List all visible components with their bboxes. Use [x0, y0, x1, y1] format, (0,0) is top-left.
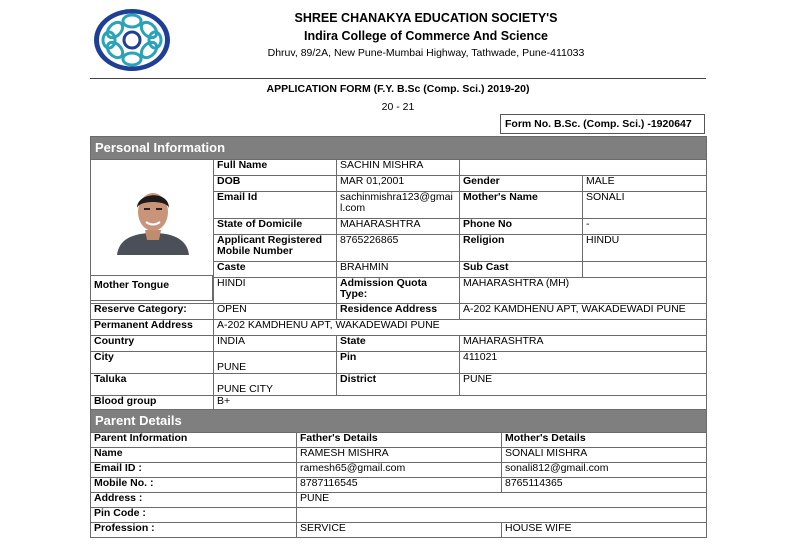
residence-value: A-202 KAMDHENU APT, WAKADEWADI PUNE [460, 304, 707, 320]
perm-address-label: Permanent Address [91, 320, 214, 336]
state-value: MAHARASHTRA [460, 336, 707, 352]
form-title: APPLICATION FORM (F.Y. B.Sc (Comp. Sci.) 2019-20) [266, 83, 530, 95]
parent-section-title: Parent Details [91, 410, 707, 433]
city-label: City [91, 352, 214, 374]
full-name-value: SACHIN MISHRA [337, 160, 460, 176]
parent-details-table [90, 409, 707, 538]
reserve-value: OPEN [214, 304, 337, 320]
father-email-value: ramesh65@gmail.com [297, 463, 502, 478]
residence-label: Residence Address [337, 304, 460, 320]
mobile-value: 8765226865 [337, 235, 460, 262]
pin-value: 411021 [460, 352, 707, 374]
dob-value: MAR 01,2001 [337, 176, 460, 192]
form-number: Form No. B.Sc. (Comp. Sci.) -1920647 [500, 114, 705, 134]
mother-details-header: Mother's Details [502, 433, 707, 448]
mobile-label: Applicant Registered Mobile Number [214, 235, 337, 262]
pin-label: Pin [337, 352, 460, 374]
parent-mobile-label: Mobile No. : [91, 478, 297, 493]
tongue-label: Mother Tongue [90, 275, 213, 301]
full-name-empty [460, 160, 707, 176]
dob-label: DOB [214, 176, 337, 192]
header-divider [90, 78, 706, 79]
state-label: State [337, 336, 460, 352]
personal-info-table [90, 136, 707, 412]
taluka-label: Taluka [91, 374, 214, 396]
country-label: Country [91, 336, 214, 352]
district-value: PUNE [460, 374, 707, 396]
father-details-header: Father's Details [297, 433, 502, 448]
parent-pincode-label: Pin Code : [91, 508, 297, 523]
college-address: Dhruv, 89/2A, New Pune-Mumbai Highway, Tathwade, Pune-411033 [267, 47, 585, 59]
city-value: PUNE [214, 352, 337, 374]
mother-fullname-value: SONALI MISHRA [502, 448, 707, 463]
taluka-value: PUNE CITY [214, 374, 337, 396]
email-label: Email Id [214, 192, 337, 219]
parent-name-label: Name [91, 448, 297, 463]
district-label: District [337, 374, 460, 396]
parent-address-label: Address : [91, 493, 297, 508]
blood-label: Blood group [91, 396, 214, 412]
mother-name-label: Mother's Name [460, 192, 583, 219]
mother-name-value: SONALI [583, 192, 707, 219]
subcast-label: Sub Cast [460, 262, 583, 278]
gender-value: MALE [583, 176, 707, 192]
email-value: sachinmishra123@gmail.com [337, 192, 460, 219]
mother-mobile-value: 8765114365 [502, 478, 707, 493]
caste-label: Caste [214, 262, 337, 278]
domicile-label: State of Domicile [214, 219, 337, 235]
parent-info-header: Parent Information [91, 433, 297, 448]
blood-value: B+ [214, 396, 707, 412]
parent-profession-label: Profession : [91, 523, 297, 538]
father-name-value: RAMESH MISHRA [297, 448, 502, 463]
subcast-value [583, 262, 707, 278]
domicile-value: MAHARASHTRA [337, 219, 460, 235]
mother-profession-value: HOUSE WIFE [502, 523, 707, 538]
society-name: SHREE CHANAKYA EDUCATION SOCIETY'S [294, 11, 558, 25]
father-mobile-value: 8787116545 [297, 478, 502, 493]
parent-email-label: Email ID : [91, 463, 297, 478]
applicant-photo [113, 180, 193, 255]
quota-value: MAHARASHTRA (MH) [460, 278, 707, 304]
mother-email-value: sonali812@gmail.com [502, 463, 707, 478]
quota-label: Admission Quota Type: [337, 278, 460, 304]
academic-year: 20 - 21 [381, 101, 415, 113]
tongue-value: HINDI [214, 278, 337, 304]
phone-label: Phone No [460, 219, 583, 235]
college-name: Indira College of Commerce And Science [303, 29, 549, 43]
gender-label: Gender [460, 176, 583, 192]
phone-value: - [583, 219, 707, 235]
religion-value: HINDU [583, 235, 707, 262]
full-name-label: Full Name [214, 160, 337, 176]
parent-address-value: PUNE [297, 493, 707, 508]
country-value: INDIA [214, 336, 337, 352]
perm-address-value: A-202 KAMDHENU APT, WAKADEWADI PUNE [214, 320, 707, 336]
personal-section-title: Personal Information [91, 137, 707, 160]
father-profession-value: SERVICE [297, 523, 502, 538]
caste-value: BRAHMIN [337, 262, 460, 278]
reserve-label: Reserve Category: [91, 304, 214, 320]
religion-label: Religion [460, 235, 583, 262]
parent-pincode-value [297, 508, 707, 523]
